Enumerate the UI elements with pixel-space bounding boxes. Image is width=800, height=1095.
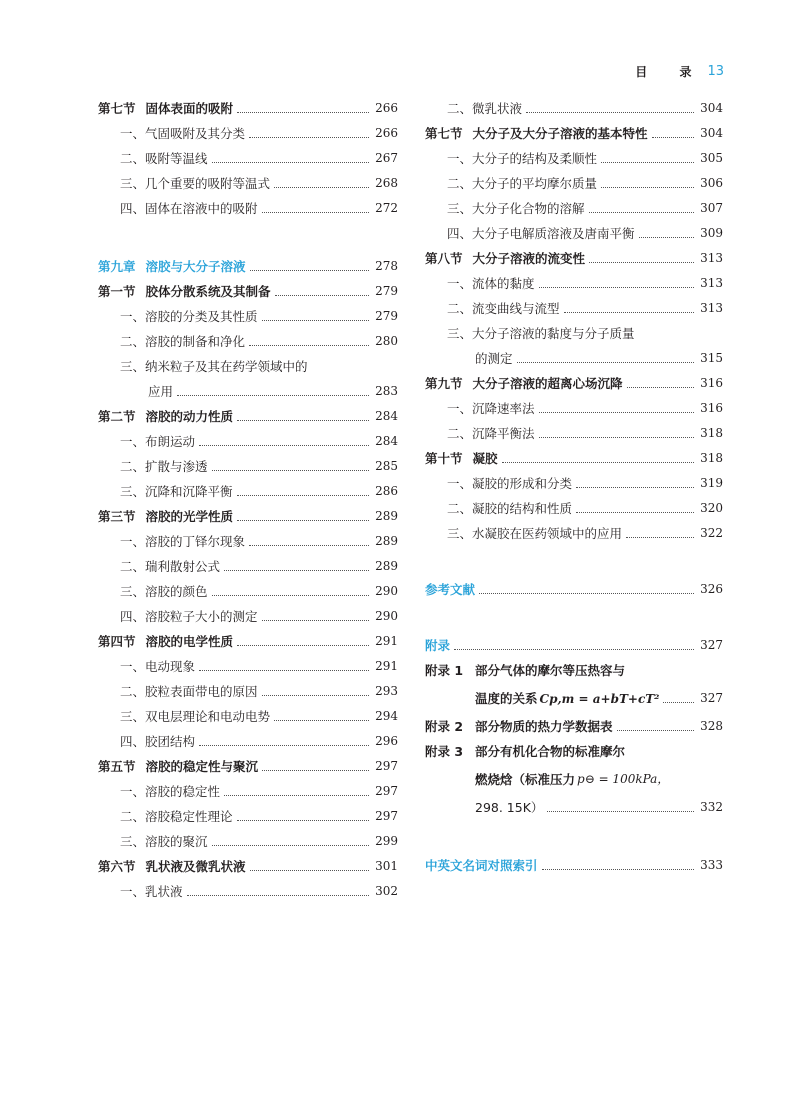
dot-leader: [502, 461, 695, 463]
toc-entry[interactable]: [425, 95, 723, 120]
entry-title: 一、流体的黏度: [447, 275, 535, 291]
dot-leader: [250, 269, 370, 271]
appendix-title: 部分物质的热力学数据表: [475, 718, 613, 734]
spacer: [425, 601, 723, 626]
dot-leader: [237, 111, 369, 113]
page-number: 291: [375, 633, 398, 648]
toc-references[interactable]: [425, 576, 723, 601]
section-label: 第十节: [425, 450, 463, 466]
dot-leader: [212, 161, 370, 163]
toc-section[interactable]: [425, 245, 723, 270]
dot-leader: [262, 769, 369, 771]
entry-title: 一、大分子的结构及柔顺性: [447, 150, 598, 166]
page-number: 315: [700, 350, 723, 365]
header-page-number: 13: [707, 63, 724, 79]
page-number: 304: [700, 125, 723, 140]
dot-leader: [249, 136, 369, 138]
dot-leader: [262, 619, 370, 621]
toc-entry[interactable]: [425, 220, 723, 245]
toc-entry[interactable]: [98, 453, 398, 478]
toc-right-column: [425, 95, 723, 877]
page-number: 286: [375, 483, 398, 498]
appendix-title: 部分气体的摩尔等压热容与: [475, 662, 626, 678]
dot-leader: [224, 569, 369, 571]
dot-leader: [262, 694, 370, 696]
page-number: 316: [700, 400, 723, 415]
entry-title: 三、大分子溶液的黏度与分子质量: [447, 325, 635, 341]
dot-leader: [237, 419, 369, 421]
toc-section[interactable]: [98, 503, 398, 528]
entry-title: 二、胶粒表面带电的原因: [120, 683, 258, 699]
section-label: 第六节: [98, 858, 136, 874]
appendix-title: 附录: [425, 637, 451, 653]
page-number: 272: [375, 200, 398, 215]
toc-entry[interactable]: [98, 170, 398, 195]
spacer: [98, 245, 398, 253]
dot-leader: [262, 211, 370, 213]
page-number: 333: [700, 857, 723, 872]
page-number: 320: [700, 500, 723, 515]
dot-leader: [663, 701, 694, 703]
entry-title: 二、吸附等温线: [120, 150, 208, 166]
section-label: 第一节: [98, 283, 136, 299]
toc-entry[interactable]: [98, 478, 398, 503]
toc-entry[interactable]: [425, 420, 723, 445]
dot-leader: [564, 311, 695, 313]
page-number: 313: [700, 300, 723, 315]
page-number: 318: [700, 450, 723, 465]
toc-entry[interactable]: [98, 428, 398, 453]
dot-leader: [212, 594, 370, 596]
chapter-title: 溶胶与大分子溶液: [145, 258, 246, 274]
references-title: 参考文献: [425, 581, 476, 597]
page-number: 293: [375, 683, 398, 698]
entry-title: 三、纳米粒子及其在药学领域中的: [120, 358, 308, 374]
entry-title: 一、溶胶的分类及其性质: [120, 308, 258, 324]
dot-leader: [237, 519, 369, 521]
appendix-tag: 附录 2: [425, 718, 464, 734]
toc-entry[interactable]: [98, 803, 398, 828]
entry-title: 二、大分子的平均摩尔质量: [447, 175, 598, 191]
toc-entry[interactable]: [98, 553, 398, 578]
toc-entry[interactable]: [425, 195, 723, 220]
page-number: 297: [375, 758, 398, 773]
section-label: 第二节: [98, 408, 136, 424]
dot-leader: [526, 111, 694, 113]
page-number: 290: [375, 608, 398, 623]
toc-entry[interactable]: [98, 828, 398, 853]
toc-entry[interactable]: [98, 353, 398, 378]
dot-leader: [601, 161, 694, 163]
toc-entry[interactable]: [425, 270, 723, 295]
spacer: [425, 819, 723, 844]
toc-entry[interactable]: [425, 295, 723, 320]
toc-index[interactable]: [425, 852, 723, 877]
page-number: 267: [375, 150, 398, 165]
toc-section[interactable]: [425, 445, 723, 470]
appendix-title: 温度的关系: [475, 690, 538, 706]
section-label: 第四节: [98, 633, 136, 649]
dot-leader: [539, 436, 695, 438]
toc-appendix-entry-cont[interactable]: [425, 682, 723, 713]
section-title: 乳状液及微乳状液: [145, 858, 246, 874]
section-title: 大分子溶液的超离心场沉降: [472, 375, 623, 391]
section-title: 溶胶的光学性质: [145, 508, 234, 524]
toc-entry[interactable]: [425, 520, 723, 545]
page-number: 327: [700, 637, 723, 652]
page-number: 289: [375, 533, 398, 548]
page-number: 297: [375, 808, 398, 823]
page-number: 297: [375, 783, 398, 798]
section-title: 凝胶: [472, 450, 498, 466]
page-number: 319: [700, 475, 723, 490]
entry-title: 三、溶胶的聚沉: [120, 833, 208, 849]
toc-appendix-entry[interactable]: [425, 657, 723, 682]
page-number: 328: [700, 718, 723, 733]
entry-title: 一、溶胶的丁铎尔现象: [120, 533, 246, 549]
dot-leader: [212, 469, 370, 471]
page-number: 318: [700, 425, 723, 440]
page-number: 279: [375, 283, 398, 298]
toc-entry[interactable]: [98, 578, 398, 603]
entry-title: 一、溶胶的稳定性: [120, 783, 221, 799]
dot-leader: [539, 286, 695, 288]
entry-title: 二、沉降平衡法: [447, 425, 535, 441]
dot-leader: [275, 294, 370, 296]
page-number: 285: [375, 458, 398, 473]
spacer: [98, 220, 398, 245]
page-number: 332: [700, 799, 723, 814]
entry-title: 二、溶胶的制备和净化: [120, 333, 246, 349]
dot-leader: [262, 319, 370, 321]
page-number: 278: [375, 258, 398, 273]
page-number: 306: [700, 175, 723, 190]
toc-entry[interactable]: [98, 328, 398, 353]
page-header: [635, 62, 724, 80]
section-label: 第七节: [98, 100, 136, 116]
page-number: 313: [700, 275, 723, 290]
dot-leader: [589, 211, 695, 213]
page-number: 307: [700, 200, 723, 215]
entry-title: 四、固体在溶液中的吸附: [120, 200, 258, 216]
toc-appendix-entry-cont[interactable]: [425, 763, 723, 794]
spacer: [425, 545, 723, 570]
entry-title: 二、微乳状液: [447, 100, 523, 116]
dot-leader: [199, 744, 369, 746]
section-title: 胶体分散系统及其制备: [145, 283, 271, 299]
entry-title: 一、凝胶的形成和分类: [447, 475, 573, 491]
appendix-title: 燃烧焓（标准压力: [475, 771, 576, 787]
section-label: 第五节: [98, 758, 136, 774]
dot-leader: [249, 544, 369, 546]
toc-chapter[interactable]: [98, 253, 398, 278]
dot-leader: [237, 644, 369, 646]
entry-title: 一、乳状液: [120, 883, 183, 899]
page-number: 313: [700, 250, 723, 265]
dot-leader: [539, 411, 695, 413]
toc-entry[interactable]: [98, 728, 398, 753]
dot-leader: [199, 444, 369, 446]
dot-leader: [589, 261, 694, 263]
page-number: 322: [700, 525, 723, 540]
chapter-label: 第九章: [98, 258, 136, 274]
heat-capacity-formula: Cp,m = a+bT+cT²: [539, 691, 660, 706]
dot-leader: [237, 819, 370, 821]
toc-section[interactable]: [425, 120, 723, 145]
page-number: 284: [375, 408, 398, 423]
page-number: 280: [375, 333, 398, 348]
entry-title: 二、凝胶的结构和性质: [447, 500, 573, 516]
toc-section[interactable]: [425, 370, 723, 395]
page-number: 289: [375, 508, 398, 523]
toc-entry[interactable]: [425, 345, 723, 370]
entry-title: 一、沉降速率法: [447, 400, 535, 416]
page-number: 266: [375, 125, 398, 140]
entry-title: 二、流变曲线与流型: [447, 300, 560, 316]
index-title: 中英文名词对照索引: [425, 857, 538, 873]
dot-leader: [274, 186, 369, 188]
toc-appendix[interactable]: [425, 632, 723, 657]
entry-title: 的测定: [475, 350, 513, 366]
toc-entry[interactable]: [98, 120, 398, 145]
toc-entry[interactable]: [425, 395, 723, 420]
header-title: 目 录: [635, 64, 706, 79]
dot-leader: [224, 794, 369, 796]
toc-entry[interactable]: [425, 495, 723, 520]
page-number: 279: [375, 308, 398, 323]
dot-leader: [187, 894, 370, 896]
entry-title: 应用: [148, 383, 174, 399]
page-number: 327: [700, 690, 723, 705]
dot-leader: [177, 394, 369, 396]
page-number: 291: [375, 658, 398, 673]
entry-title: 二、瑞利散射公式: [120, 558, 221, 574]
page-number: 294: [375, 708, 398, 723]
toc-section[interactable]: [98, 403, 398, 428]
entry-title: 四、胶团结构: [120, 733, 196, 749]
page-number: 284: [375, 433, 398, 448]
entry-title: 一、布朗运动: [120, 433, 196, 449]
toc-entry[interactable]: [425, 170, 723, 195]
page-number: 268: [375, 175, 398, 190]
toc-entry[interactable]: [98, 653, 398, 678]
toc-entry[interactable]: [425, 320, 723, 345]
dot-leader: [652, 136, 695, 138]
dot-leader: [639, 236, 695, 238]
section-title: 固体表面的吸附: [145, 100, 234, 116]
entry-title: 四、溶胶粒子大小的测定: [120, 608, 258, 624]
toc-section[interactable]: [98, 853, 398, 878]
entry-title: 一、电动现象: [120, 658, 196, 674]
section-title: 溶胶的动力性质: [145, 408, 234, 424]
page-number: 283: [375, 383, 398, 398]
section-title: 溶胶的稳定性与聚沉: [145, 758, 259, 774]
toc-section[interactable]: [98, 628, 398, 653]
toc-entry[interactable]: [425, 470, 723, 495]
entry-title: 二、扩散与渗透: [120, 458, 208, 474]
dot-leader: [542, 868, 695, 870]
dot-leader: [547, 810, 694, 812]
toc-section[interactable]: [98, 278, 398, 303]
dot-leader: [199, 669, 369, 671]
dot-leader: [576, 511, 694, 513]
toc-entry[interactable]: [98, 678, 398, 703]
toc-entry[interactable]: [98, 378, 398, 403]
section-label: 第七节: [425, 125, 463, 141]
entry-title: 三、几个重要的吸附等温式: [120, 175, 271, 191]
dot-leader: [250, 869, 370, 871]
toc-appendix-entry[interactable]: [425, 713, 723, 738]
page-number: 316: [700, 375, 723, 390]
section-title: 大分子溶液的流变性: [472, 250, 586, 266]
toc-entry[interactable]: [98, 603, 398, 628]
appendix-tag: 附录 3: [425, 743, 464, 759]
page-number: 290: [375, 583, 398, 598]
entry-title: 三、大分子化合物的溶解: [447, 200, 585, 216]
page-number: 299: [375, 833, 398, 848]
toc-section[interactable]: [98, 753, 398, 778]
dot-leader: [576, 486, 694, 488]
standard-pressure-formula: p⊖ = 100kPa，: [577, 772, 670, 786]
entry-title: 三、水凝胶在医药领域中的应用: [447, 525, 623, 541]
toc-entry[interactable]: [425, 145, 723, 170]
page-number: 309: [700, 225, 723, 240]
entry-title: 三、溶胶的颜色: [120, 583, 208, 599]
page-number: 301: [375, 858, 398, 873]
spacer: [425, 844, 723, 852]
entry-title: 二、溶胶稳定性理论: [120, 808, 233, 824]
entry-title: 四、大分子电解质溶液及唐南平衡: [447, 225, 635, 241]
toc-entry[interactable]: [98, 195, 398, 220]
dot-leader: [517, 361, 695, 363]
dot-leader: [274, 719, 369, 721]
entry-title: 三、双电层理论和电动电势: [120, 708, 271, 724]
dot-leader: [212, 844, 370, 846]
page-number: 302: [375, 883, 398, 898]
section-title: 溶胶的电学性质: [145, 633, 234, 649]
toc-entry[interactable]: [98, 303, 398, 328]
page-number: 304: [700, 100, 723, 115]
appendix-tag: 附录 1: [425, 662, 464, 678]
toc-appendix-entry-cont[interactable]: [425, 794, 723, 819]
appendix-title: 298. 15K）: [475, 799, 544, 815]
entry-title: 一、气固吸附及其分类: [120, 125, 246, 141]
toc-entry[interactable]: [98, 528, 398, 553]
toc-appendix-entry[interactable]: [425, 738, 723, 763]
section-label: 第八节: [425, 250, 463, 266]
toc-entry[interactable]: [98, 145, 398, 170]
toc-section[interactable]: [98, 95, 398, 120]
toc-entry[interactable]: [98, 778, 398, 803]
section-label: 第三节: [98, 508, 136, 524]
dot-leader: [626, 536, 694, 538]
page-number: 266: [375, 100, 398, 115]
page-number: 305: [700, 150, 723, 165]
page-number: 289: [375, 558, 398, 573]
section-title: 大分子及大分子溶液的基本特性: [472, 125, 648, 141]
entry-title: 三、沉降和沉降平衡: [120, 483, 233, 499]
dot-leader: [249, 344, 369, 346]
dot-leader: [627, 386, 695, 388]
page-number: 326: [700, 581, 723, 596]
toc-left-column: [98, 95, 398, 903]
dot-leader: [617, 729, 695, 731]
dot-leader: [479, 592, 694, 594]
dot-leader: [237, 494, 370, 496]
section-label: 第九节: [425, 375, 463, 391]
toc-entry[interactable]: [98, 703, 398, 728]
dot-leader: [454, 648, 694, 650]
appendix-title: 部分有机化合物的标准摩尔: [475, 743, 626, 759]
dot-leader: [601, 186, 694, 188]
page-number: 296: [375, 733, 398, 748]
toc-entry[interactable]: [98, 878, 398, 903]
